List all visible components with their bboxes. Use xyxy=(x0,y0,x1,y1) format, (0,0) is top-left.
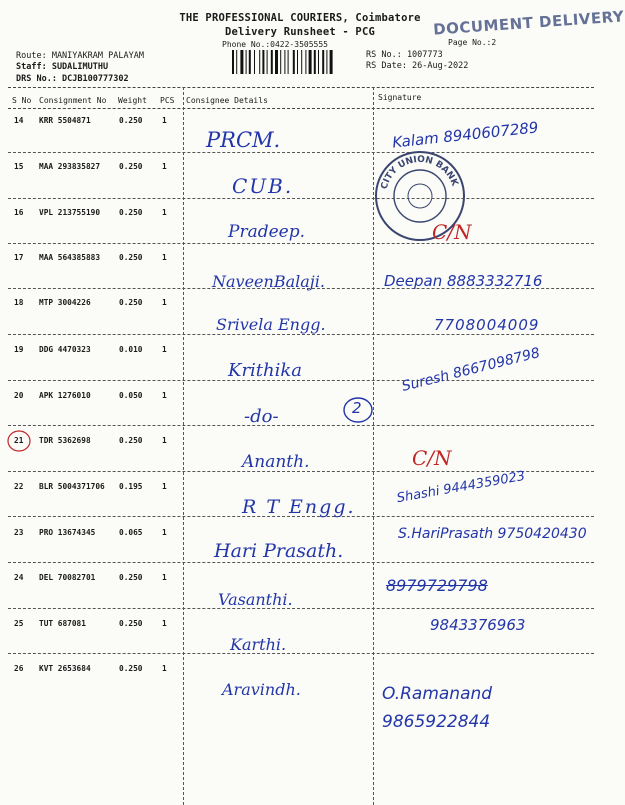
row-sno: 19 xyxy=(14,345,24,354)
page-number: Page No.:2 xyxy=(448,38,497,47)
row-pcs: 1 xyxy=(162,116,167,125)
table-header-rule xyxy=(8,108,594,109)
row-weight: 0.250 xyxy=(119,619,143,628)
rs-number: RS No.: 1007773 xyxy=(366,50,443,60)
consignee-handwriting: Ananth. xyxy=(242,452,310,472)
svg-text:CITY UNION BANK: CITY UNION BANK xyxy=(379,154,460,191)
signature-handwriting: Shashi 9444359023 xyxy=(395,468,527,507)
row-pcs: 1 xyxy=(162,162,167,171)
row-consignment: KVT 2653684 xyxy=(39,664,91,673)
row-pcs: 1 xyxy=(162,436,167,445)
row-consignment: KRR 5504871 xyxy=(39,116,91,125)
consignee-handwriting: Srivela Engg. xyxy=(216,315,326,334)
row-weight: 0.250 xyxy=(119,208,143,217)
row-sno: 16 xyxy=(14,208,24,217)
signature-handwriting: C/N xyxy=(432,220,472,244)
row-sno: 21 xyxy=(14,436,24,445)
row-consignment: PRO 13674345 xyxy=(39,528,96,537)
signature-handwriting: 8979729798 xyxy=(386,576,488,595)
row-pcs: 1 xyxy=(162,345,167,354)
row-pcs: 1 xyxy=(162,208,167,217)
col-consignee: Consignee Details xyxy=(186,96,268,105)
row-consignment: MTP 3004226 xyxy=(39,298,91,307)
row-divider xyxy=(8,152,594,153)
document-delivery-stamp: DOCUMENT DELIVERY xyxy=(432,7,625,39)
row-pcs: 1 xyxy=(162,253,167,262)
row-sno: 26 xyxy=(14,664,24,673)
row-weight: 0.250 xyxy=(119,253,143,262)
circle-mark-icon xyxy=(5,428,33,454)
col-sno: S No xyxy=(12,96,32,105)
signature-handwriting: 9843376963 xyxy=(430,616,526,634)
row-divider xyxy=(8,334,594,335)
row-weight: 0.065 xyxy=(119,528,143,537)
company-name: THE PROFESSIONAL COURIERS, Coimbatore xyxy=(179,12,421,24)
consignee-handwriting: Hari Prasath. xyxy=(214,540,344,562)
consignee-handwriting: CUB. xyxy=(232,174,294,198)
consignee-handwriting: Karthi. xyxy=(230,635,287,654)
signature-handwriting: 7708004009 xyxy=(434,316,540,334)
row-sno: 22 xyxy=(14,482,24,491)
col-weight: Weight xyxy=(118,96,147,105)
row-weight: 0.195 xyxy=(119,482,143,491)
row-pcs: 1 xyxy=(162,391,167,400)
row-divider xyxy=(8,198,594,199)
row-sno: 20 xyxy=(14,391,24,400)
row-weight: 0.250 xyxy=(119,436,143,445)
barcode-image xyxy=(232,50,356,74)
col-consignment: Consignment No xyxy=(39,96,107,105)
consignee-handwriting: Pradeep. xyxy=(228,222,305,242)
consignee-handwriting: Krithika xyxy=(228,360,303,381)
signature-handwriting: C/N xyxy=(412,446,452,470)
row-consignment: DEL 70082701 xyxy=(39,573,96,582)
col-pcs: PCS xyxy=(160,96,175,105)
row-sno: 25 xyxy=(14,619,24,628)
row-pcs: 1 xyxy=(162,482,167,491)
row-consignment: TUT 687081 xyxy=(39,619,86,628)
row-divider xyxy=(8,425,594,426)
signature-handwriting: 2 xyxy=(352,399,362,417)
row-pcs: 1 xyxy=(162,573,167,582)
row-consignment: DDG 4470323 xyxy=(39,345,91,354)
row-pcs: 1 xyxy=(162,619,167,628)
signature-handwriting: Suresh 8667098798 xyxy=(400,345,542,395)
row-weight: 0.250 xyxy=(119,116,143,125)
row-weight: 0.250 xyxy=(119,298,143,307)
consignee-handwriting: NaveenBalaji. xyxy=(212,272,325,291)
consignee-handwriting: Aravindh. xyxy=(222,680,301,699)
consignee-handwriting: -do- xyxy=(244,406,279,427)
row-pcs: 1 xyxy=(162,298,167,307)
signature-handwriting: Kalam 8940607289 xyxy=(391,118,540,152)
row-sno: 15 xyxy=(14,162,24,171)
signature-handwriting: S.HariPrasath 9750420430 xyxy=(398,526,587,542)
row-divider xyxy=(8,608,594,609)
row-consignment: MAA 293835827 xyxy=(39,162,101,171)
row-divider xyxy=(8,562,594,563)
row-weight: 0.050 xyxy=(119,391,143,400)
consignee-column-divider xyxy=(183,87,184,805)
row-consignment: VPL 213755190 xyxy=(39,208,101,217)
route-label: Route: MANIYAKRAM PALAYAM xyxy=(16,51,144,61)
row-sno: 23 xyxy=(14,528,24,537)
consignee-handwriting: Vasanthi. xyxy=(218,590,293,609)
row-weight: 0.250 xyxy=(119,162,143,171)
consignee-handwriting: R T Engg. xyxy=(242,496,356,518)
signature-handwriting: O.Ramanand 9865922844 xyxy=(382,684,493,732)
row-consignment: APK 1276010 xyxy=(39,391,91,400)
col-signature: Signature xyxy=(378,93,422,102)
row-weight: 0.250 xyxy=(119,664,143,673)
row-pcs: 1 xyxy=(162,664,167,673)
row-divider xyxy=(8,653,594,654)
consignee-handwriting: PRCM. xyxy=(206,128,281,152)
drs-label: DRS No.: DCJB100777302 xyxy=(16,74,129,84)
row-pcs: 1 xyxy=(162,528,167,537)
rs-date: RS Date: 26-Aug-2022 xyxy=(366,61,469,71)
row-weight: 0.010 xyxy=(119,345,143,354)
staff-label: Staff: SUDALIMUTHU xyxy=(16,62,109,72)
row-sno: 17 xyxy=(14,253,24,262)
row-sno: 24 xyxy=(14,573,24,582)
row-consignment: BLR 5004371706 xyxy=(39,482,105,491)
runsheet-subtitle: Delivery Runsheet - PCG xyxy=(225,26,375,38)
signature-handwriting: Deepan 8883332716 xyxy=(384,272,543,290)
phone-number: Phone No.:0422-3505555 xyxy=(222,40,328,49)
row-sno: 18 xyxy=(14,298,24,307)
row-weight: 0.250 xyxy=(119,573,143,582)
table-top-rule xyxy=(8,87,594,88)
row-consignment: TDR 5362698 xyxy=(39,436,91,445)
row-consignment: MAA 564385883 xyxy=(39,253,101,262)
row-divider xyxy=(8,243,594,244)
row-sno: 14 xyxy=(14,116,24,125)
